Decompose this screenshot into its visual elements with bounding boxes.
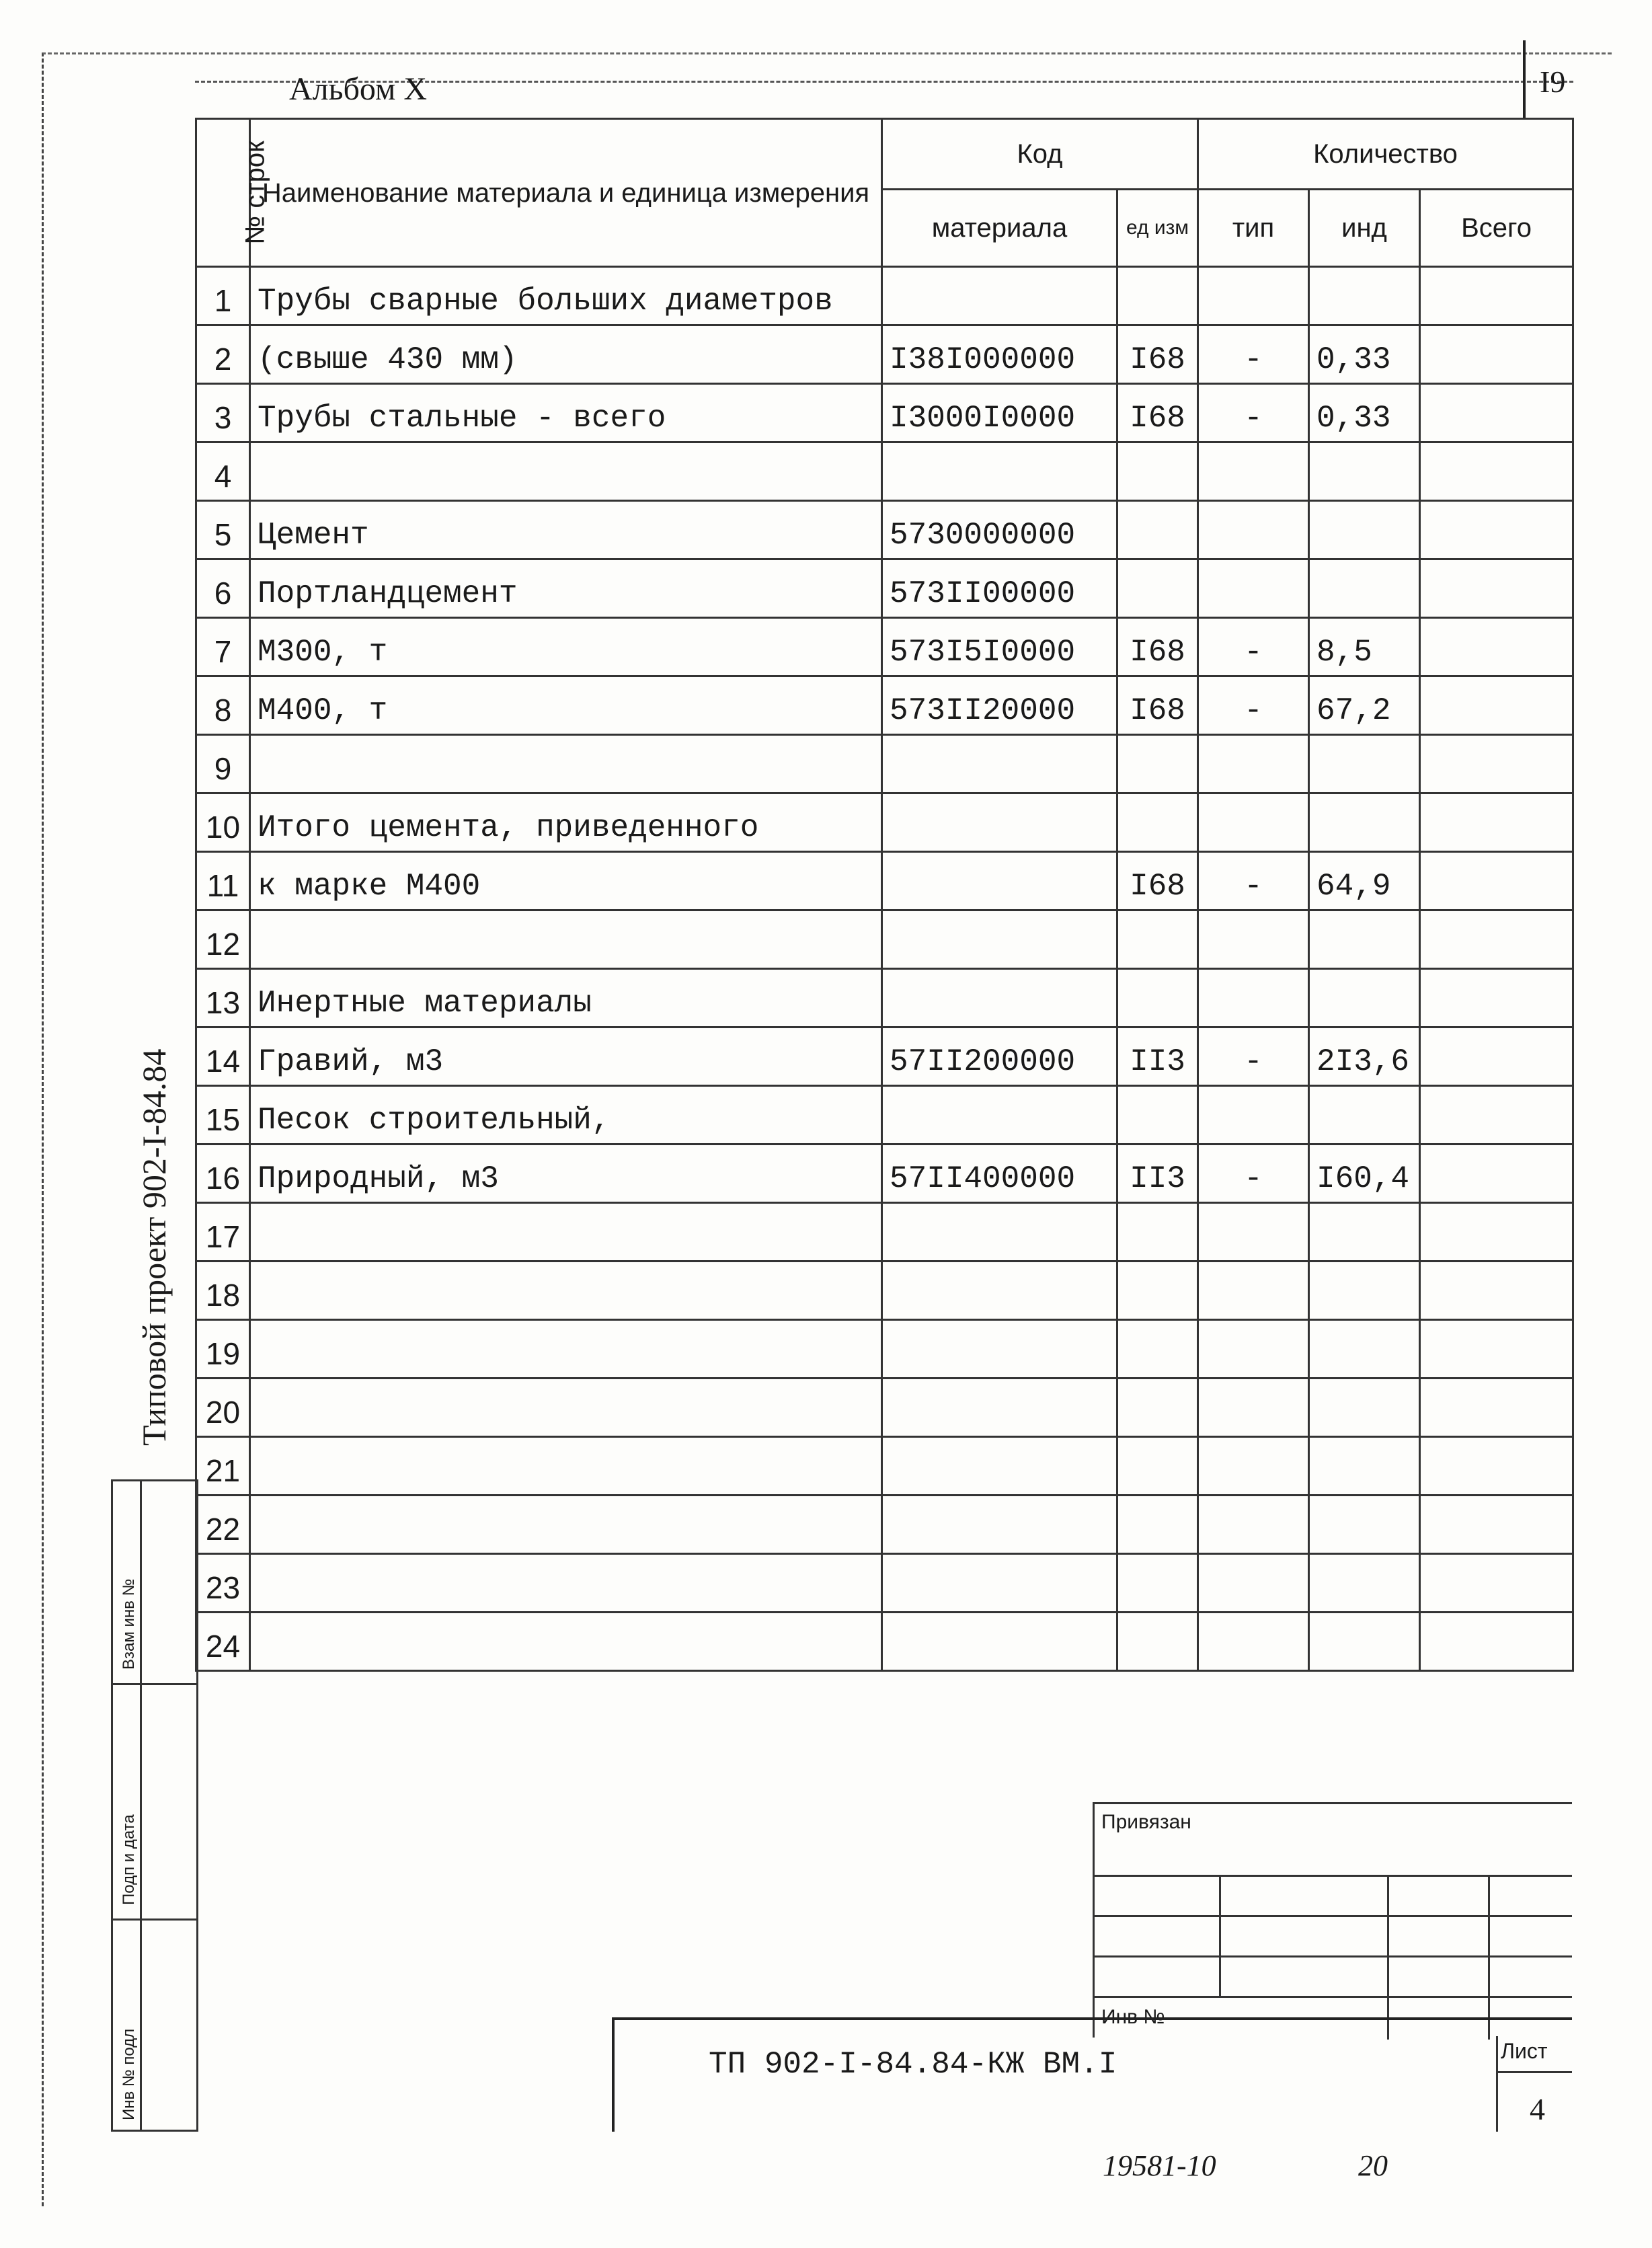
table-row (196, 1496, 1573, 1554)
unit-code-cell (1117, 1613, 1198, 1671)
unit-code-cell (1117, 267, 1198, 325)
qty-total-cell (1420, 559, 1573, 618)
material-code-cell: 57II200000 (882, 1028, 1117, 1086)
material-name-cell: (свыше 430 мм) (250, 325, 882, 384)
table-row (196, 1203, 1573, 1262)
row-number-cell: 10 (196, 793, 250, 852)
row-number-cell: 12 (196, 910, 250, 969)
code-unit-header: ед изм (1117, 190, 1198, 267)
table-row (196, 384, 1573, 442)
row-number-cell: 16 (196, 1145, 250, 1203)
qty-ind-cell: I60,4 (1309, 1145, 1420, 1203)
stamp-replace-inv-label: Взам инв № (120, 1578, 138, 1670)
material-name-cell (250, 1554, 882, 1613)
code-group-header: Код (882, 119, 1198, 190)
qty-total-cell (1420, 1262, 1573, 1320)
unit-code-cell (1117, 1086, 1198, 1145)
qty-total-header: Всего (1420, 190, 1573, 267)
qty-ind-cell (1309, 501, 1420, 559)
sheet-label: Лист (1501, 2039, 1548, 2063)
material-code-cell (882, 1554, 1117, 1613)
qty-typ-cell: - (1198, 384, 1309, 442)
qty-ind-cell (1309, 1379, 1420, 1437)
quantity-group-header: Количество (1198, 119, 1573, 190)
material-code-cell (882, 1086, 1117, 1145)
qty-total-cell (1420, 1145, 1573, 1203)
qty-total-cell (1420, 676, 1573, 735)
material-code-cell (882, 1203, 1117, 1262)
row-number-cell: 14 (196, 1028, 250, 1086)
material-name-cell: Трубы сварные больших диаметров (250, 267, 882, 325)
material-code-cell: 57II400000 (882, 1145, 1117, 1203)
row-number-cell: 15 (196, 1086, 250, 1145)
qty-typ-cell (1198, 1262, 1309, 1320)
table-row (196, 910, 1573, 969)
qty-ind-cell: 0,33 (1309, 384, 1420, 442)
table-row (196, 1086, 1573, 1145)
qty-typ-cell (1198, 1086, 1309, 1145)
qty-typ-cell (1198, 910, 1309, 969)
material-name-cell: Итого цемента, приведенного (250, 793, 882, 852)
table-row (196, 735, 1573, 793)
table-row (196, 1262, 1573, 1320)
qty-ind-cell: 2I3,6 (1309, 1028, 1420, 1086)
unit-code-cell: I68 (1117, 384, 1198, 442)
material-code-cell (882, 793, 1117, 852)
qty-typ-cell (1198, 793, 1309, 852)
footer-suffix: 20 (1358, 2149, 1388, 2182)
materials-table (195, 118, 1574, 1672)
qty-total-cell (1420, 267, 1573, 325)
row-number-cell: 6 (196, 559, 250, 618)
row-number-cell: 11 (196, 852, 250, 910)
unit-code-cell: I68 (1117, 618, 1198, 676)
unit-code-cell (1117, 910, 1198, 969)
unit-code-cell: I68 (1117, 852, 1198, 910)
qty-ind-cell: 0,33 (1309, 325, 1420, 384)
qty-total-cell (1420, 325, 1573, 384)
table-row (196, 618, 1573, 676)
qty-total-cell (1420, 1320, 1573, 1379)
material-name-cell: Портландцемент (250, 559, 882, 618)
table-row (196, 1145, 1573, 1203)
material-code-cell (882, 1613, 1117, 1671)
qty-ind-header: инд (1309, 190, 1420, 267)
row-number-header: № строк (196, 119, 250, 267)
table-row (196, 501, 1573, 559)
qty-typ-cell (1198, 501, 1309, 559)
qty-typ-cell: - (1198, 325, 1309, 384)
qty-typ-cell (1198, 735, 1309, 793)
qty-ind-cell (1309, 1613, 1420, 1671)
footer-archive-number: 19581-10 (1103, 2149, 1216, 2182)
row-number-cell: 1 (196, 267, 250, 325)
material-name-cell (250, 1613, 882, 1671)
stamp-sign-date-label: Подп и дата (120, 1814, 138, 1905)
qty-typ-cell (1198, 1437, 1309, 1496)
qty-total-cell (1420, 384, 1573, 442)
sheet-number: 4 (1530, 2092, 1545, 2126)
row-number-cell: 20 (196, 1379, 250, 1437)
table-row (196, 559, 1573, 618)
material-code-cell: I3000I0000 (882, 384, 1117, 442)
material-name-cell (250, 1262, 882, 1320)
qty-total-cell (1420, 1203, 1573, 1262)
qty-ind-cell (1309, 1320, 1420, 1379)
table-row (196, 1379, 1573, 1437)
table-row (196, 852, 1573, 910)
material-name-cell (250, 442, 882, 501)
material-name-cell: М400, т (250, 676, 882, 735)
table-row (196, 676, 1573, 735)
document-code: ТП 902-I-84.84-КЖ ВМ.I (709, 2047, 1117, 2082)
table-row (196, 1613, 1573, 1671)
material-code-cell (882, 1262, 1117, 1320)
row-number-cell: 21 (196, 1437, 250, 1496)
qty-typ-cell: - (1198, 676, 1309, 735)
row-number-cell: 13 (196, 969, 250, 1028)
qty-typ-cell: - (1198, 852, 1309, 910)
row-number-cell: 22 (196, 1496, 250, 1554)
unit-code-cell (1117, 1437, 1198, 1496)
material-name-cell: Песок строительный, (250, 1086, 882, 1145)
table-row (196, 1554, 1573, 1613)
row-number-cell: 24 (196, 1613, 250, 1671)
qty-total-cell (1420, 442, 1573, 501)
material-code-cell (882, 1320, 1117, 1379)
material-name-cell: Инертные материалы (250, 969, 882, 1028)
material-name-cell (250, 1496, 882, 1554)
unit-code-cell (1117, 1262, 1198, 1320)
unit-code-cell (1117, 969, 1198, 1028)
unit-code-cell (1117, 793, 1198, 852)
material-name-cell (250, 1320, 882, 1379)
unit-code-cell: II3 (1117, 1145, 1198, 1203)
material-name-cell: к марке М400 (250, 852, 882, 910)
qty-typ-cell (1198, 1379, 1309, 1437)
material-name-cell (250, 735, 882, 793)
material-name-cell: Гравий, м3 (250, 1028, 882, 1086)
material-code-cell (882, 1437, 1117, 1496)
row-number-cell: 23 (196, 1554, 250, 1613)
material-code-cell (882, 267, 1117, 325)
qty-typ-cell (1198, 1613, 1309, 1671)
left-stamp (111, 1479, 198, 2132)
qty-ind-cell (1309, 735, 1420, 793)
qty-total-cell (1420, 1496, 1573, 1554)
qty-total-cell (1420, 1379, 1573, 1437)
qty-ind-cell: 67,2 (1309, 676, 1420, 735)
material-code-cell (882, 735, 1117, 793)
material-code-cell: 573II20000 (882, 676, 1117, 735)
material-name-cell (250, 1379, 882, 1437)
unit-code-cell: I68 (1117, 676, 1198, 735)
table-row (196, 442, 1573, 501)
qty-typ-header: тип (1198, 190, 1309, 267)
row-number-cell: 18 (196, 1262, 250, 1320)
qty-ind-cell (1309, 910, 1420, 969)
unit-code-cell (1117, 559, 1198, 618)
material-name-cell (250, 1203, 882, 1262)
material-code-cell (882, 852, 1117, 910)
unit-code-cell (1117, 1379, 1198, 1437)
material-code-cell (882, 442, 1117, 501)
row-number-cell: 9 (196, 735, 250, 793)
qty-total-cell (1420, 1028, 1573, 1086)
row-number-cell: 3 (196, 384, 250, 442)
qty-typ-cell (1198, 1554, 1309, 1613)
qty-ind-cell (1309, 1262, 1420, 1320)
row-number-cell: 5 (196, 501, 250, 559)
qty-total-cell (1420, 969, 1573, 1028)
qty-ind-cell (1309, 1496, 1420, 1554)
inv-label: Инв № (1101, 2006, 1165, 2028)
qty-typ-cell (1198, 442, 1309, 501)
row-number-cell: 19 (196, 1320, 250, 1379)
unit-code-cell (1117, 1496, 1198, 1554)
qty-ind-cell (1309, 969, 1420, 1028)
qty-ind-cell (1309, 793, 1420, 852)
qty-ind-cell (1309, 267, 1420, 325)
material-code-cell (882, 910, 1117, 969)
material-code-cell: 5730000000 (882, 501, 1117, 559)
qty-typ-cell (1198, 1203, 1309, 1262)
table-row (196, 969, 1573, 1028)
side-project-title: Типовой проект 902-I-84.84 (135, 1048, 173, 1446)
qty-ind-cell (1309, 1203, 1420, 1262)
unit-code-cell (1117, 735, 1198, 793)
unit-code-cell (1117, 501, 1198, 559)
title-block (612, 2017, 1572, 2132)
qty-ind-cell (1309, 1437, 1420, 1496)
qty-typ-cell (1198, 1320, 1309, 1379)
table-row (196, 1437, 1573, 1496)
qty-ind-cell (1309, 559, 1420, 618)
stamp-inv-orig-label: Инв № подл (120, 2028, 138, 2120)
qty-ind-cell (1309, 1554, 1420, 1613)
sheet-divider (1496, 2071, 1572, 2073)
row-number-cell: 17 (196, 1203, 250, 1262)
name-header: Наименование материала и единица измерения (250, 119, 882, 267)
bound-label: Привязан (1101, 1811, 1191, 1833)
qty-total-cell (1420, 1437, 1573, 1496)
qty-typ-cell: - (1198, 618, 1309, 676)
qty-typ-cell: - (1198, 1028, 1309, 1086)
material-name-cell: Трубы стальные - всего (250, 384, 882, 442)
qty-total-cell (1420, 852, 1573, 910)
table-row (196, 1320, 1573, 1379)
qty-typ-cell (1198, 267, 1309, 325)
unit-code-cell: II3 (1117, 1028, 1198, 1086)
qty-total-cell (1420, 501, 1573, 559)
qty-total-cell (1420, 1554, 1573, 1613)
unit-code-cell: I68 (1117, 325, 1198, 384)
page-number-box (1523, 40, 1610, 120)
table-row (196, 1028, 1573, 1086)
table-row (196, 793, 1573, 852)
unit-code-cell (1117, 1554, 1198, 1613)
code-material-header: материала (882, 190, 1117, 267)
qty-typ-cell (1198, 969, 1309, 1028)
qty-total-cell (1420, 1086, 1573, 1145)
material-code-cell: 573I5I0000 (882, 618, 1117, 676)
material-name-cell (250, 910, 882, 969)
row-number-cell: 7 (196, 618, 250, 676)
material-code-cell: 573II00000 (882, 559, 1117, 618)
material-code-cell (882, 1379, 1117, 1437)
material-name-cell: Цемент (250, 501, 882, 559)
qty-typ-cell: - (1198, 1145, 1309, 1203)
qty-total-cell (1420, 910, 1573, 969)
material-code-cell: I38I000000 (882, 325, 1117, 384)
material-code-cell (882, 969, 1117, 1028)
row-number-cell: 4 (196, 442, 250, 501)
material-name-cell: М300, т (250, 618, 882, 676)
binding-stamp (1093, 1802, 1572, 2038)
qty-total-cell (1420, 1613, 1573, 1671)
row-number-cell: 2 (196, 325, 250, 384)
qty-total-cell (1420, 618, 1573, 676)
unit-code-cell (1117, 442, 1198, 501)
qty-typ-cell (1198, 1496, 1309, 1554)
material-name-cell: Природный, м3 (250, 1145, 882, 1203)
table-row (196, 325, 1573, 384)
qty-typ-cell (1198, 559, 1309, 618)
qty-ind-cell: 64,9 (1309, 852, 1420, 910)
page-number: I9 (1540, 65, 1566, 99)
table-row (196, 267, 1573, 325)
album-title: Альбом X (289, 71, 428, 107)
qty-ind-cell (1309, 1086, 1420, 1145)
material-name-cell (250, 1437, 882, 1496)
qty-total-cell (1420, 793, 1573, 852)
qty-total-cell (1420, 735, 1573, 793)
qty-ind-cell (1309, 442, 1420, 501)
unit-code-cell (1117, 1320, 1198, 1379)
row-number-cell: 8 (196, 676, 250, 735)
qty-ind-cell: 8,5 (1309, 618, 1420, 676)
material-code-cell (882, 1496, 1117, 1554)
unit-code-cell (1117, 1203, 1198, 1262)
